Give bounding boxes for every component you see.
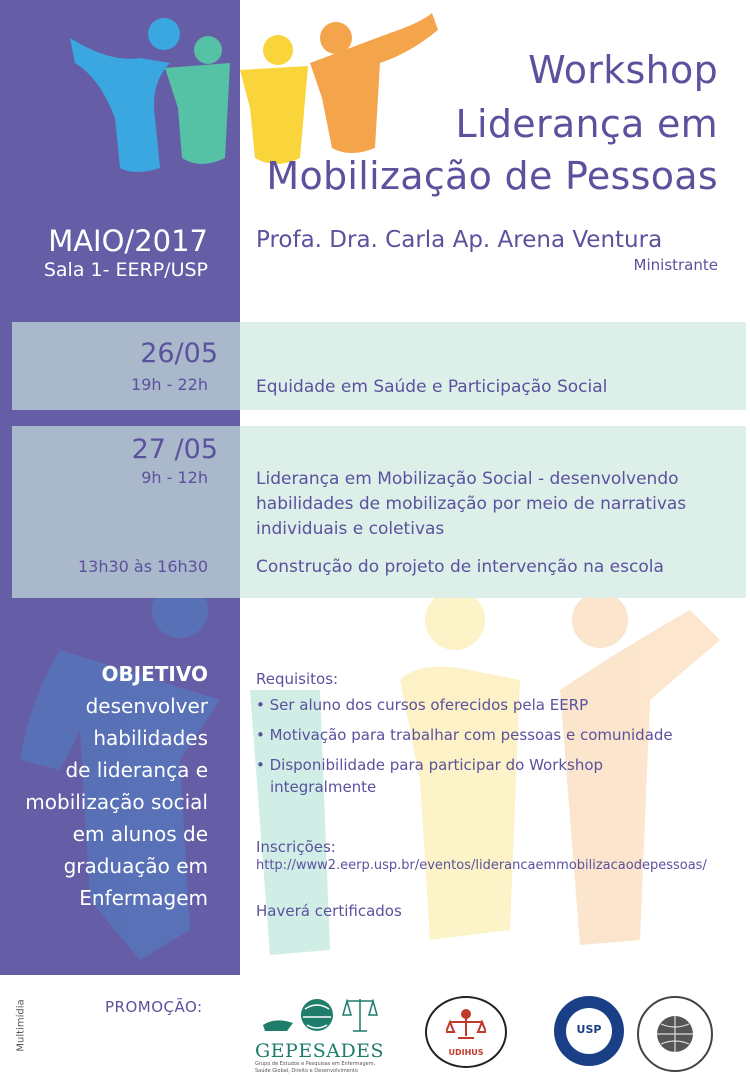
gepesades-name: GEPESADES [255, 1040, 385, 1062]
certificate-note: Haverá certificados [256, 902, 402, 920]
who-collaborating-centre-logo [637, 996, 713, 1072]
instructor-role: Ministrante [633, 256, 718, 274]
requirement-item-continued: integralmente [270, 778, 377, 796]
globe-icon [655, 1014, 695, 1054]
session-1-time: 19h - 22h [131, 375, 208, 394]
session-2-topic-line: individuais e coletivas [256, 519, 445, 539]
title-line-3: Mobilização de Pessoas [266, 154, 718, 198]
gepesades-subtitle: Saúde Global, Direito e Desenvolvimento [255, 1068, 358, 1074]
objective-line: desenvolver [85, 694, 208, 718]
usp-seal-text: USP [576, 1023, 602, 1036]
udihus-name: UDIHUS [448, 1048, 484, 1057]
scales-icon [446, 1008, 486, 1042]
requirement-item: • Disponibilidade para participar do Workshop [256, 756, 604, 774]
gepesades-emblem-icon [255, 995, 385, 1037]
objective-line: habilidades [93, 726, 208, 750]
objective-line: graduação em [63, 854, 208, 878]
title-workshop: Workshop [528, 48, 718, 92]
session-2-topic-line: Liderança em Mobilização Social - desenvolvendo [256, 469, 679, 489]
session-2-afternoon-time: 13h30 às 16h30 [77, 557, 208, 576]
session-2-topic [256, 467, 686, 542]
gepesades-logo [255, 995, 385, 1074]
gepesades-subtitle: Grupo de Estudos e Pesquisas em Enfermagem, [255, 1061, 376, 1067]
session-2-topic-line: habilidades de mobilização por meio de narrativas [256, 494, 687, 514]
requirement-item: • Ser aluno dos cursos oferecidos pela EERP [256, 696, 589, 714]
title-line-2: Liderança em [455, 102, 718, 146]
session-1-date: 26/05 [140, 338, 218, 369]
objective-line: Enfermagem [79, 886, 208, 910]
registration-url-link[interactable]: http://www2.eerp.usp.br/eventos/liderancaemmobilizacaodepessoas/ [256, 858, 707, 873]
month-year: MAIO/2017 [48, 224, 208, 258]
room-location: Sala 1- EERP/USP [43, 259, 208, 281]
instructor-name: Profa. Dra. Carla Ap. Arena Ventura [256, 227, 663, 253]
eerp-usp-seal-logo [554, 996, 624, 1066]
objective-text [25, 690, 208, 914]
objective-line: de liderança e [65, 758, 208, 782]
objective-line: em alunos de [72, 822, 208, 846]
session-2-date: 27 /05 [131, 434, 218, 465]
requirement-item: • Motivação para trabalhar com pessoas e comunidade [256, 726, 673, 744]
objective-heading: OBJETIVO [101, 662, 208, 686]
promotion-label: PROMOÇÃO: [105, 998, 203, 1016]
session-2-time: 9h - 12h [141, 468, 208, 487]
session-2-afternoon-topic: Construção do projeto de intervenção na escola [256, 557, 664, 577]
registration-heading: Inscrições: [256, 838, 336, 856]
requirements-heading: Requisitos: [256, 670, 339, 688]
objective-line: mobilização social [25, 790, 208, 814]
udihus-logo [425, 996, 507, 1068]
session-1-topic: Equidade em Saúde e Participação Social [256, 377, 608, 397]
mobilization-figures-logo [60, 8, 450, 178]
multimidia-side-label: Multimídia [15, 999, 27, 1052]
